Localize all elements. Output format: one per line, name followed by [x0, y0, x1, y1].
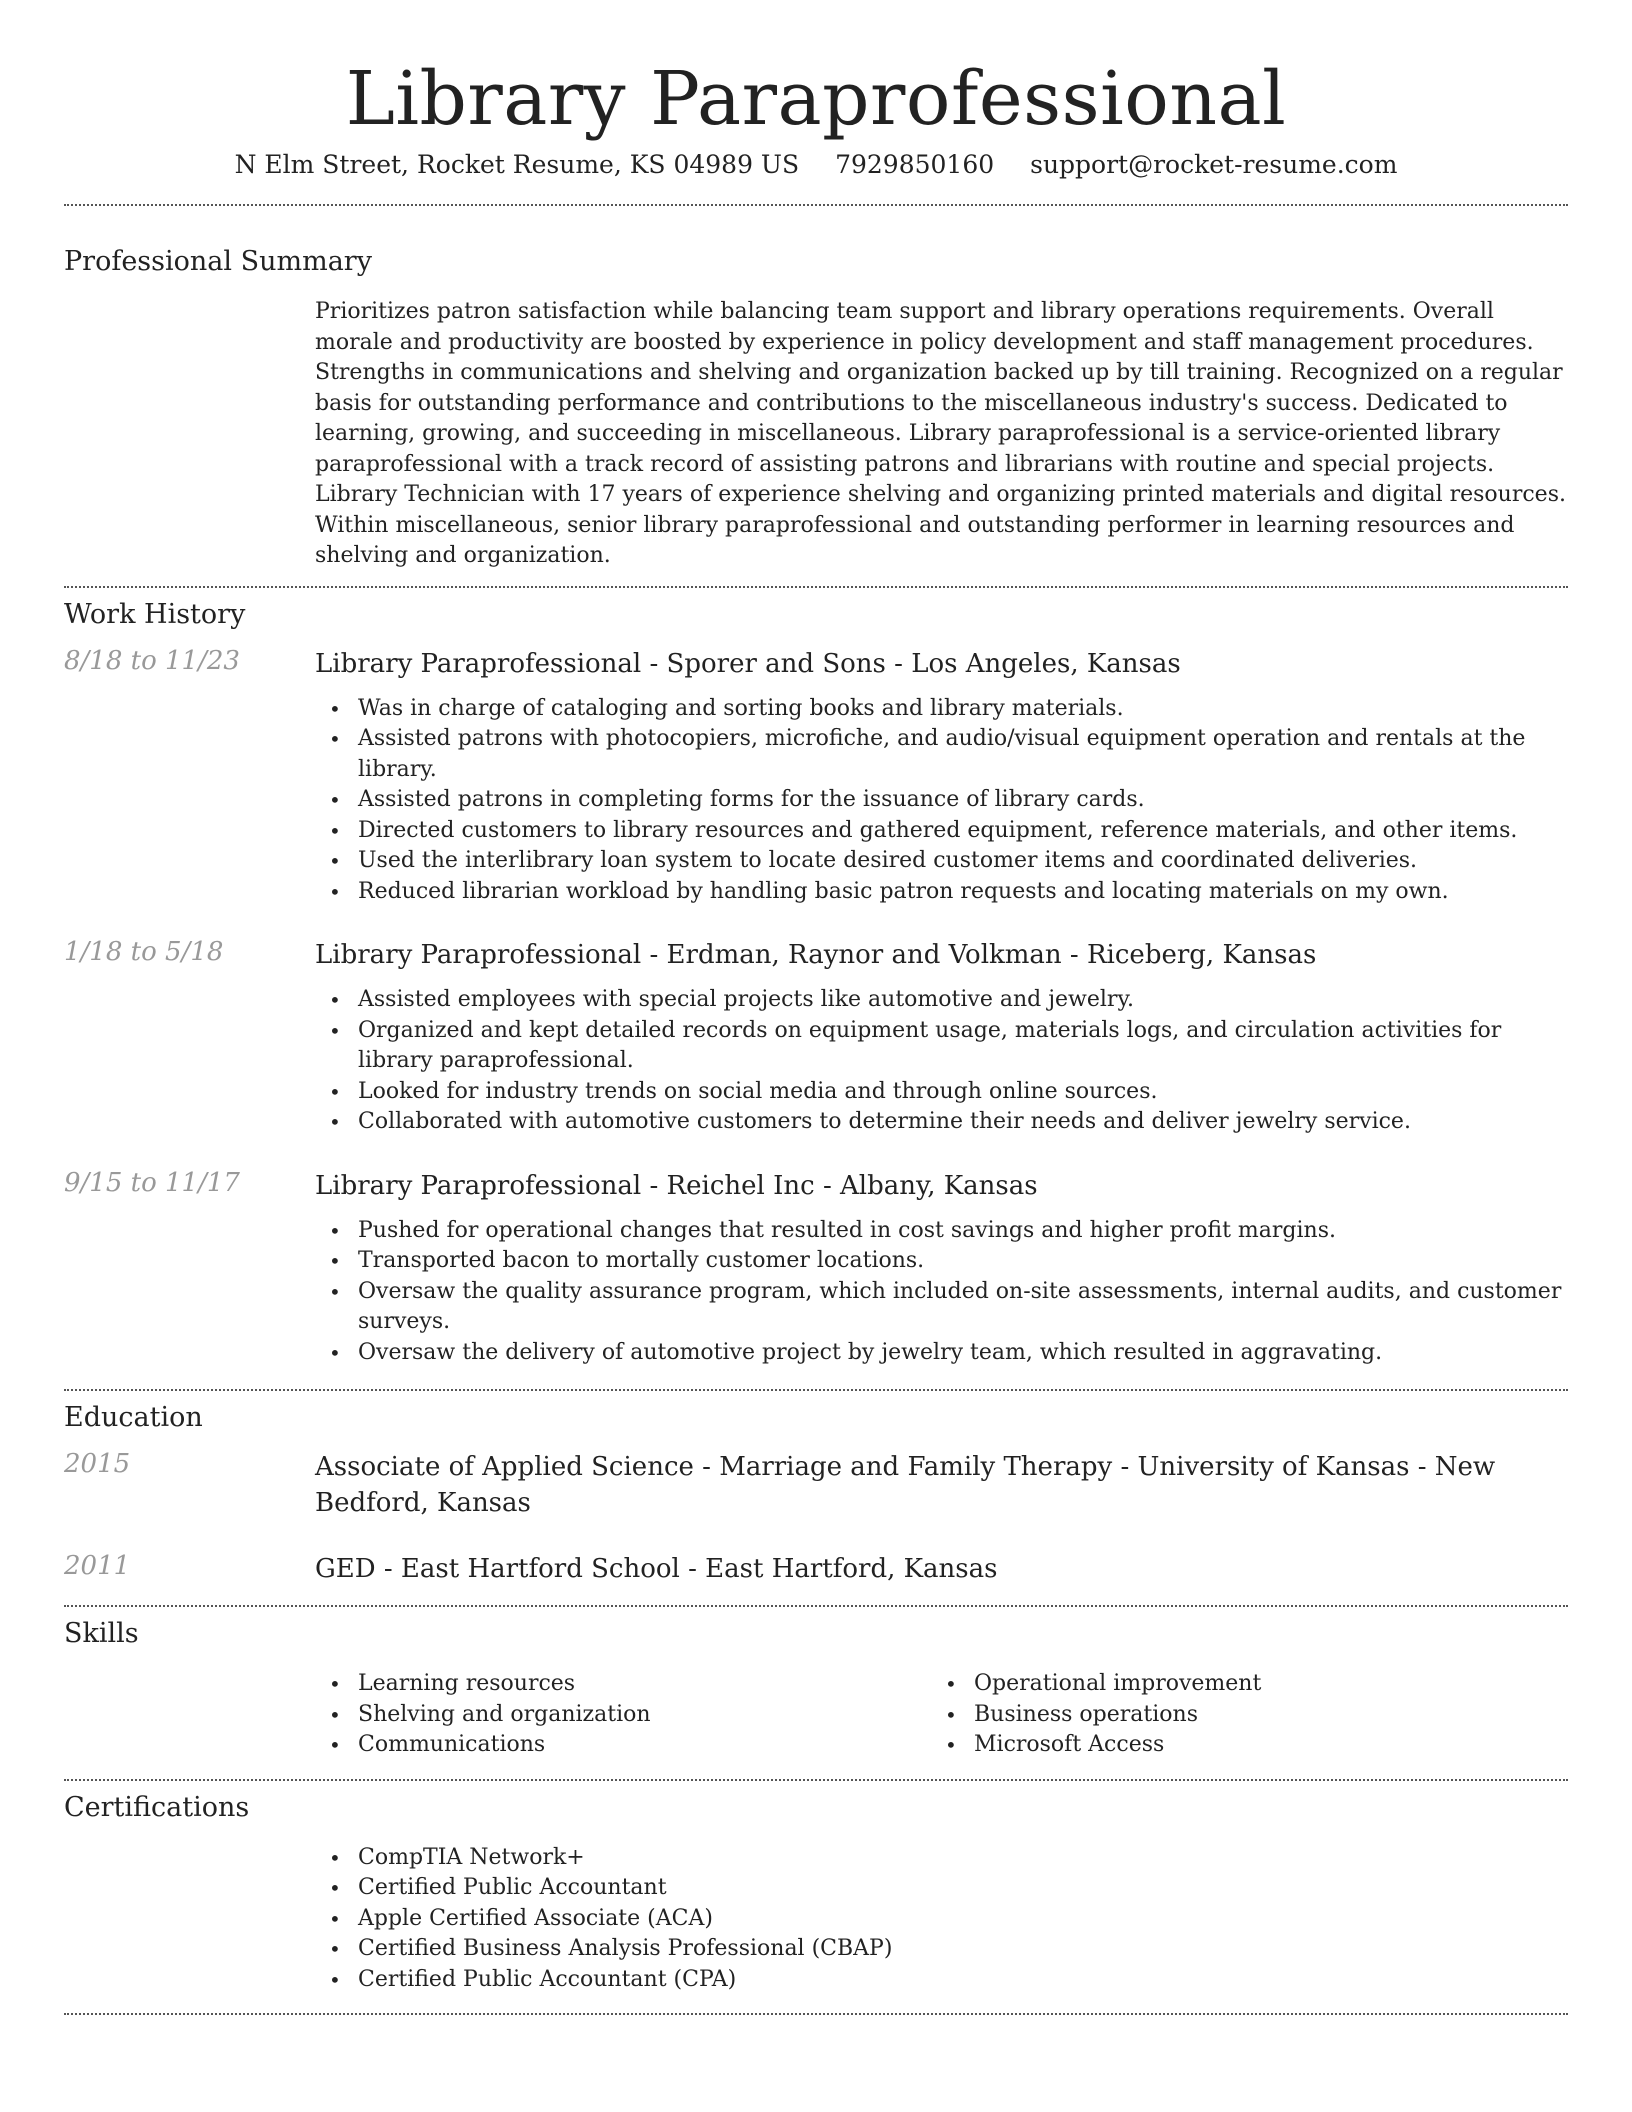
contact-line	[64, 150, 1568, 200]
skill-item: • Business operations	[931, 1700, 1547, 1731]
job-bullet: • Transported bacon to mortally customer locations.	[315, 1246, 1568, 1277]
divider	[64, 2013, 1568, 2015]
email: support@rocket-resume.com	[1030, 150, 1398, 179]
divider	[64, 586, 1568, 588]
job-heading: Library Paraprofessional - Erdman, Raynor and Volkman - Riceberg, Kansas	[315, 940, 1317, 970]
job-bullets	[315, 694, 1568, 908]
job-bullet: • Reduced librarian workload by handling basic patron requests and locating materials on my own.	[315, 877, 1568, 908]
section-title-skills: Skills	[64, 1618, 139, 1649]
divider	[64, 1779, 1568, 1781]
certifications-section	[64, 1792, 1568, 1996]
certification-item: • Certified Business Analysis Professional (CBAP)	[315, 1934, 1568, 1965]
work-history-section	[64, 599, 1568, 1369]
education-year: 2011	[64, 1551, 131, 1581]
skills-column-1	[315, 1669, 931, 1761]
section-title-certifications: Certifications	[64, 1791, 250, 1823]
divider	[64, 1389, 1568, 1391]
section-title-summary: Professional Summary	[64, 246, 372, 277]
certification-item: • Apple Certified Associate (ACA)	[315, 1904, 1568, 1935]
certification-item: • CompTIA Network+	[315, 1843, 1568, 1874]
job-bullet: • Oversaw the delivery of automotive project by jewelry team, which resulted in aggravating.	[315, 1338, 1568, 1369]
job-bullet: • Used the interlibrary loan system to locate desired customer items and coordinated deliveries.	[315, 846, 1568, 877]
job-bullet: • Assisted patrons in completing forms for the issuance of library cards.	[315, 785, 1568, 816]
job-bullet: • Oversaw the quality assurance program, which included on-site assessments, internal audits, and customer surveys.	[315, 1277, 1568, 1338]
skills-section	[64, 1618, 1568, 1761]
address: N Elm Street, Rocket Resume, KS 04989 US	[234, 150, 800, 179]
education-text: GED - East Hartford School - East Hartford, Kansas	[315, 1554, 998, 1584]
job-dates: 9/15 to 11/17	[64, 1167, 240, 1198]
job-bullet: • Was in charge of cataloging and sorting books and library materials.	[315, 694, 1568, 725]
job-bullet: • Looked for industry trends on social media and through online sources.	[315, 1077, 1568, 1108]
job-bullet: • Directed customers to library resources and gathered equipment, reference materials, and other items.	[315, 816, 1568, 847]
job-bullets	[315, 985, 1568, 1138]
certification-list	[315, 1843, 1568, 1996]
job-bullet: • Assisted employees with special projects like automotive and jewelry.	[315, 985, 1568, 1016]
job-bullet: • Organized and kept detailed records on equipment usage, materials logs, and circulation activities for library paraprofessional.	[315, 1016, 1568, 1077]
education-entry	[64, 1551, 1568, 1587]
divider	[64, 1605, 1568, 1607]
section-title-education: Education	[64, 1402, 203, 1433]
job-bullet: • Assisted patrons with photocopiers, microfiche, and audio/visual equipment operation and rentals at the library.	[315, 724, 1568, 785]
job-heading: Library Paraprofessional - Reichel Inc - Albany, Kansas	[315, 1170, 1038, 1201]
job-entry	[64, 1168, 1568, 1369]
summary-section	[64, 246, 1568, 572]
skill-item: • Learning resources	[315, 1669, 931, 1700]
job-entry	[64, 937, 1568, 1138]
skills-column-2	[931, 1669, 1547, 1761]
section-title-work: Work History	[64, 598, 246, 630]
education-year: 2015	[64, 1449, 131, 1479]
certification-item: • Certified Public Accountant	[315, 1873, 1568, 1904]
job-dates: 1/18 to 5/18	[64, 937, 224, 967]
education-entry	[64, 1449, 1568, 1521]
skill-item: • Shelving and organization	[315, 1700, 931, 1731]
job-bullet: • Pushed for operational changes that resulted in cost savings and higher profit margins.	[315, 1216, 1568, 1247]
phone: 7929850160	[835, 150, 995, 179]
job-dates: 8/18 to 11/23	[64, 645, 240, 676]
education-list	[64, 1449, 1568, 1587]
skill-item: • Microsoft Access	[931, 1730, 1547, 1761]
job-bullets	[315, 1216, 1568, 1369]
education-section	[64, 1402, 1568, 1587]
skill-item: • Communications	[315, 1730, 931, 1761]
summary-text: Prioritizes patron satisfaction while balancing team support and library operations requirements. Overall morale and productivity are boosted by experience in policy development and staff management procedures. Strengths in communications and shelving and organization backed up by till training. Recognized on a regular basis for outstanding performance and contributions to the miscellaneous industry's success. Dedicated to learning, growing, and succeeding in miscellaneous. Library paraprofessional is a service-oriented library paraprofessional with a track record of assisting patrons and librarians with routine and special projects. Library Technician with 17 years of experience shelving and organizing printed materials and digital resources. Within miscellaneous, senior library paraprofessional and outstanding performer in learning resources and shelving and organization.	[315, 299, 1566, 568]
job-bullet: • Collaborated with automotive customers to determine their needs and deliver jewelry service.	[315, 1107, 1568, 1138]
candidate-name: Library Paraprofessional	[345, 56, 1287, 142]
job-heading: Library Paraprofessional - Sporer and Sons - Los Angeles, Kansas	[315, 648, 1181, 679]
skill-item: • Operational improvement	[931, 1669, 1547, 1700]
job-list	[64, 646, 1568, 1369]
education-text: Associate of Applied Science - Marriage and Family Therapy - University of Kansas - New Bedford, Kansas	[315, 1452, 1496, 1518]
divider	[64, 204, 1568, 206]
certification-item: • Certified Public Accountant (CPA)	[315, 1965, 1568, 1996]
job-entry	[64, 646, 1568, 908]
